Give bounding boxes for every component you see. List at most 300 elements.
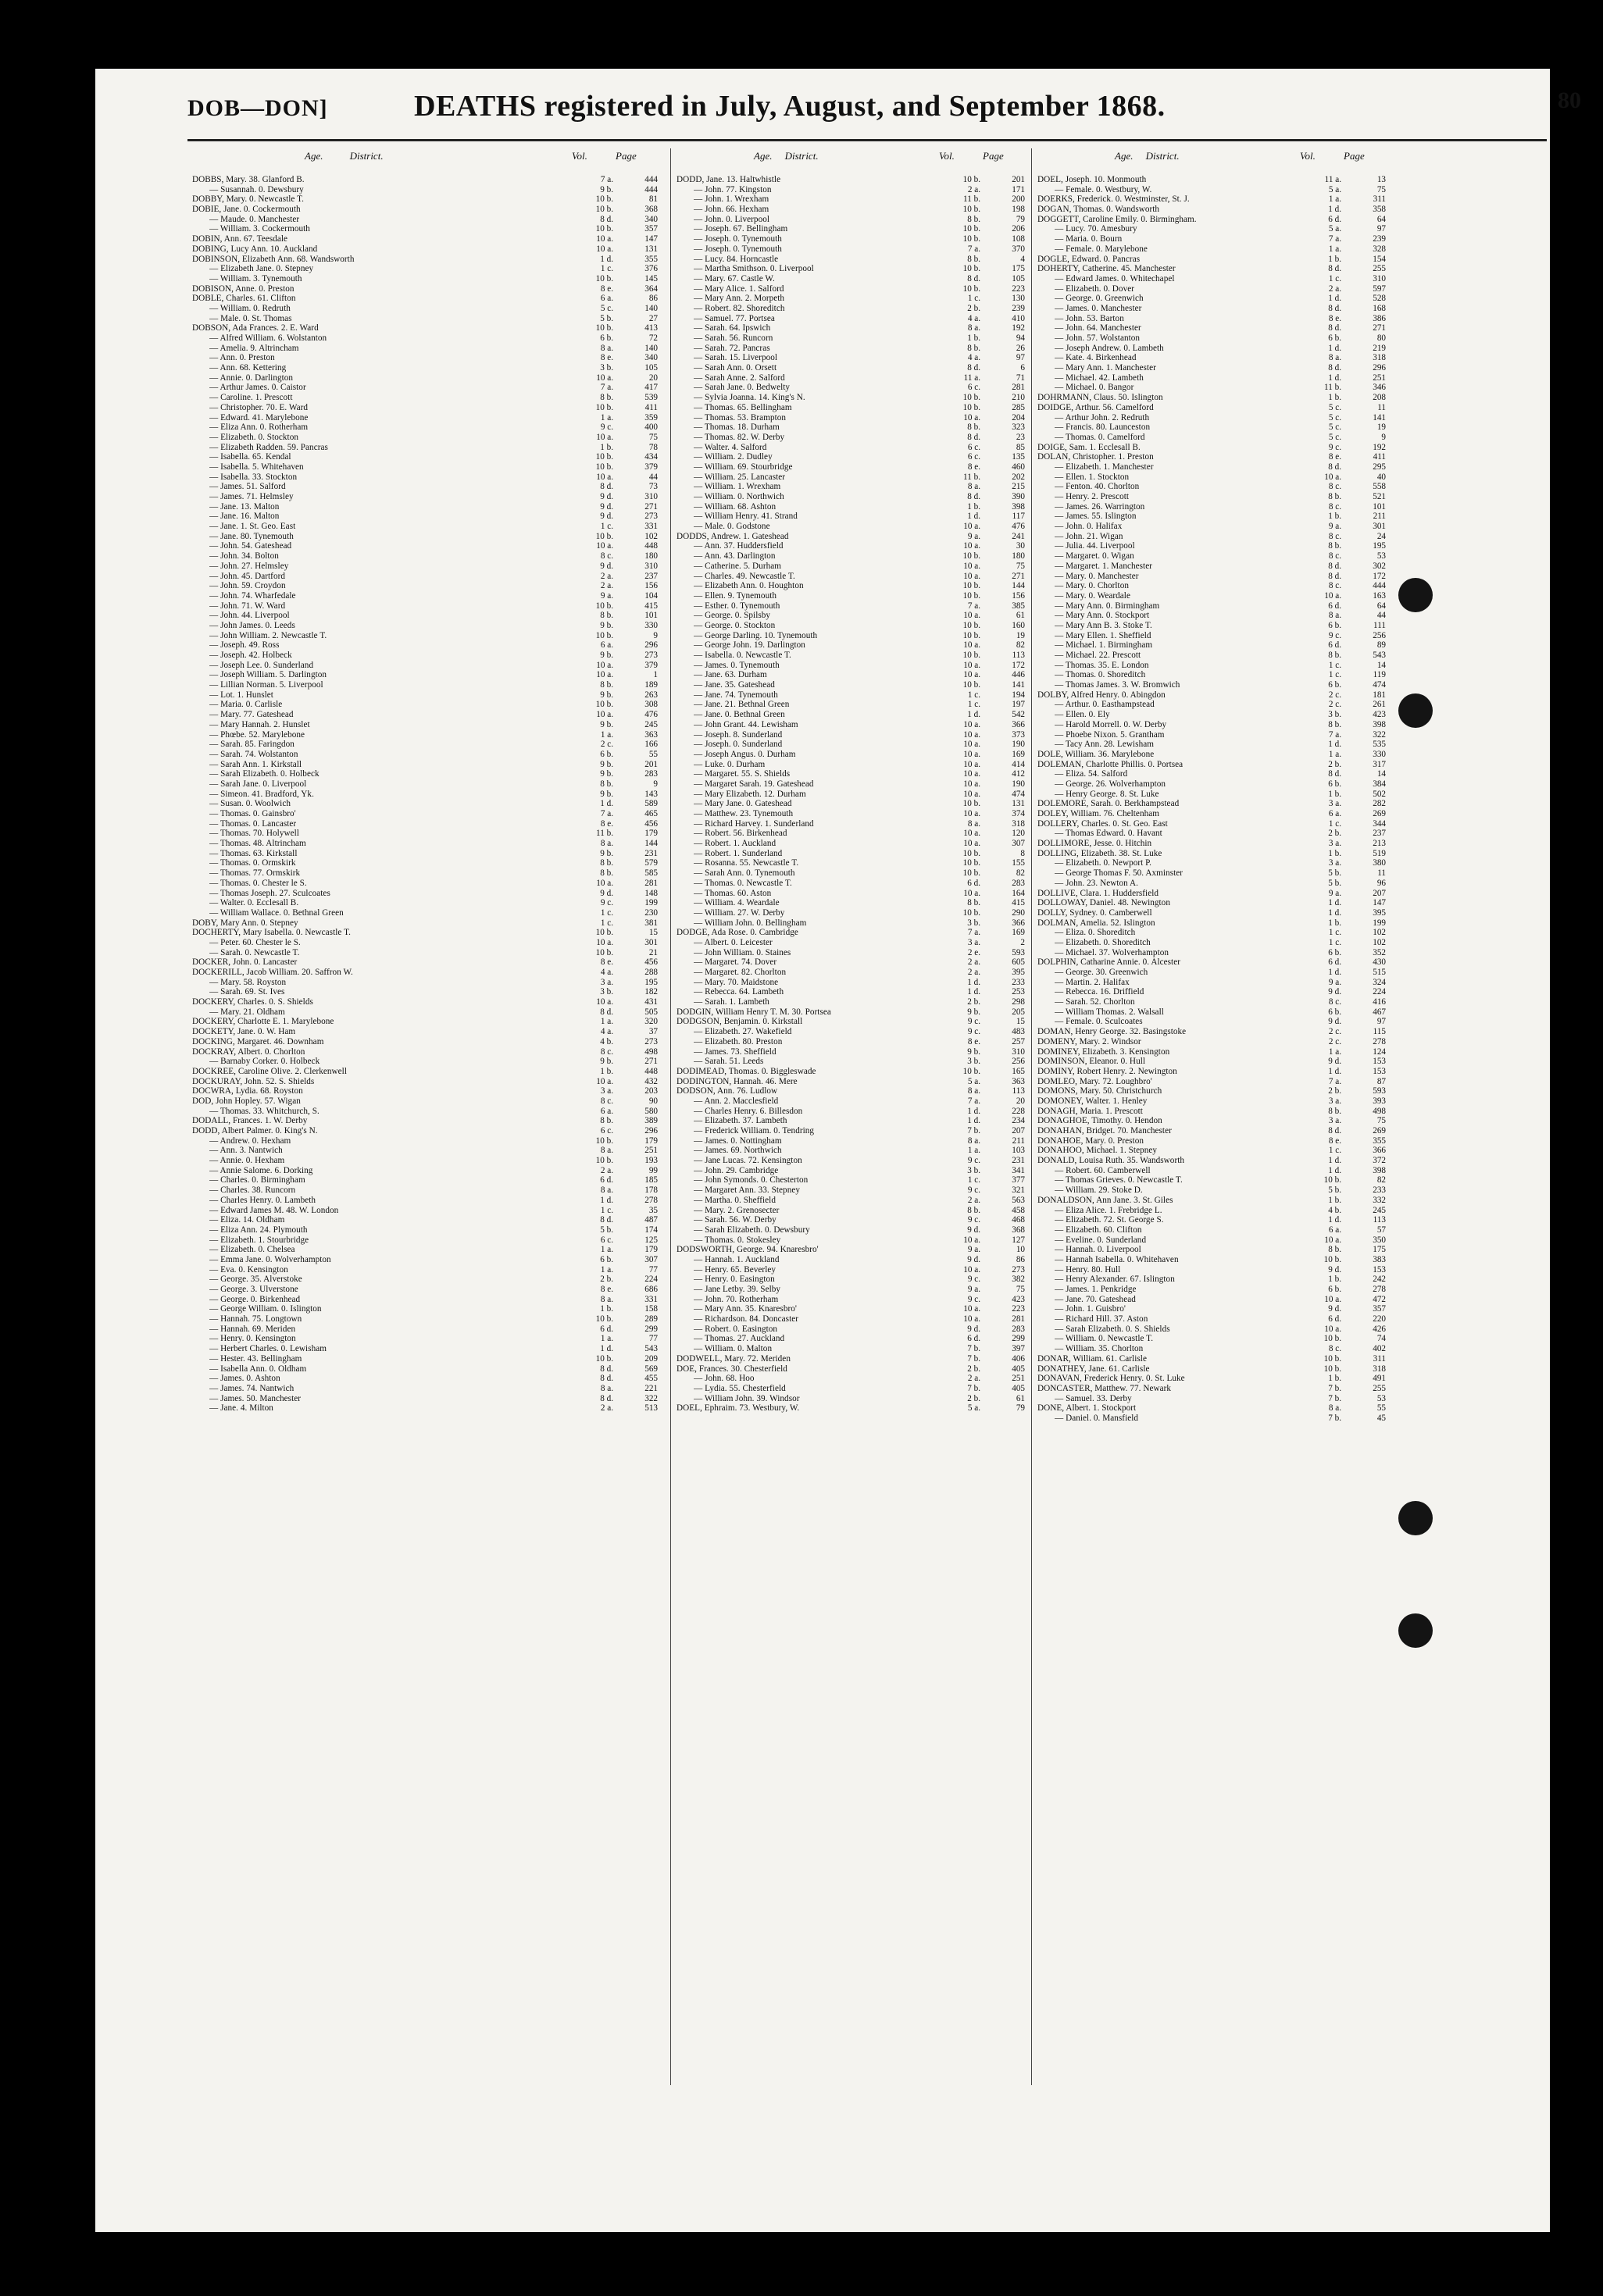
entry-page: 239 (1373, 234, 1386, 244)
entry-volume: 8 b. (1328, 492, 1341, 501)
entry-name: — Elizabeth. 0. Newport P. (1055, 858, 1152, 868)
register-entry (1037, 551, 1389, 562)
entry-page: 357 (1373, 1304, 1386, 1314)
register-entry (1037, 462, 1389, 472)
entry-page: 278 (644, 1195, 658, 1205)
entry-page: 117 (1012, 512, 1025, 522)
register-entry (677, 1136, 1028, 1146)
entry-volume: 10 b. (595, 630, 613, 640)
entry-volume: 3 b. (967, 918, 980, 928)
entry-volume: 1 a. (600, 1264, 613, 1275)
entry-page: 224 (644, 1275, 658, 1285)
entry-name: DODGSON, Benjamin. 0. Kirkstall (677, 1017, 803, 1027)
entry-page: 53 (1376, 551, 1386, 562)
entry-volume: 9 b. (600, 719, 613, 729)
entry-volume: 10 a. (963, 640, 980, 651)
entry-page: 6 (1020, 363, 1025, 373)
entry-name: — Thomas. 35. E. London (1055, 660, 1149, 670)
entry-page: 82 (1376, 1175, 1386, 1185)
entry-page: 273 (644, 651, 658, 660)
entry-volume: 10 a. (963, 660, 980, 670)
register-entry (677, 244, 1028, 255)
entry-volume: 8 c. (1328, 997, 1341, 1007)
entry-name: — Andrew. 0. Hexham (209, 1136, 291, 1146)
register-entry (677, 918, 1028, 929)
entry-name: — Hannah. 1. Auckland (694, 1254, 780, 1264)
entry-name: — Sarah Elizabeth. 0. S. Shields (1055, 1324, 1170, 1334)
entry-page: 171 (1012, 184, 1025, 194)
entry-volume: 9 c. (600, 898, 613, 908)
entry-volume: 1 d. (600, 1344, 613, 1354)
column-header-vol: Vol. (572, 150, 587, 162)
entry-page: 2 (1020, 937, 1025, 947)
register-entry (677, 631, 1028, 641)
entry-page: 318 (1373, 1364, 1386, 1374)
entry-name: — Simeon. 41. Bradford, Yk. (209, 789, 314, 799)
register-entry (192, 333, 661, 344)
register-entry (677, 215, 1028, 225)
entry-page: 64 (1376, 214, 1386, 224)
register-entry (677, 1077, 1028, 1087)
column-header-district: District. (784, 150, 819, 162)
register-entry (677, 1314, 1028, 1324)
entry-volume: 2 b. (967, 303, 980, 313)
entry-volume: 1 c. (1328, 670, 1341, 680)
column-header-district: District. (349, 150, 384, 162)
register-entry (192, 234, 661, 244)
entry-page: 301 (1373, 522, 1386, 532)
entry-page: 271 (644, 501, 658, 512)
register-entry (677, 1175, 1028, 1185)
entry-name: DOLEY, William. 76. Cheltenham (1037, 809, 1159, 818)
entry-volume: 6 c. (600, 1126, 613, 1136)
entry-page: 192 (1012, 323, 1025, 333)
entry-page: 158 (644, 1304, 658, 1314)
entry-page: 251 (1373, 373, 1386, 383)
entry-volume: 10 b. (962, 1066, 980, 1076)
register-entry (677, 769, 1028, 779)
register-entry (192, 175, 661, 185)
entry-page: 189 (644, 680, 658, 690)
entry-page: 202 (1012, 472, 1025, 482)
entry-name: — Mary. 0. Chorlton (1055, 581, 1129, 591)
entry-volume: 6 c. (967, 383, 980, 393)
register-entry (1037, 1086, 1389, 1096)
entry-page: 185 (644, 1175, 658, 1185)
entry-name: — Robert. 82. Shoreditch (694, 303, 785, 313)
entry-name: DOLLIVE, Clara. 1. Huddersfield (1037, 888, 1159, 898)
entry-name: DOIGE, Sam. 1. Ecclesall B. (1037, 442, 1141, 452)
entry-volume: 1 a. (600, 1017, 613, 1027)
register-entry (677, 393, 1028, 403)
register-entry (192, 373, 661, 383)
entry-name: — John James. 0. Leeds (209, 620, 295, 630)
entry-name: — Samuel. 33. Derby (1055, 1393, 1132, 1403)
entry-name: — Herbert Charles. 0. Lewisham (209, 1344, 327, 1354)
register-entry (1037, 1057, 1389, 1067)
entry-volume: 8 c. (1328, 551, 1341, 562)
entry-volume: 1 d. (967, 977, 980, 987)
entry-volume: 9 b. (600, 769, 613, 779)
entry-page: 135 (1012, 452, 1025, 462)
entry-page: 113 (1012, 651, 1025, 660)
entry-page: 460 (1012, 462, 1025, 472)
entry-name: — William. 1. Wrexham (694, 482, 781, 492)
register-entry (1037, 1295, 1389, 1305)
register-entry (677, 997, 1028, 1007)
entry-volume: 1 a. (1328, 194, 1341, 205)
entry-volume: 1 c. (1328, 1146, 1341, 1156)
entry-page: 299 (1012, 1334, 1025, 1344)
entry-volume: 6 d. (1328, 957, 1341, 968)
register-entry (677, 1374, 1028, 1384)
entry-volume: 8 b. (600, 680, 613, 690)
entry-name: — Joseph. 67. Bellingham (694, 224, 788, 234)
entry-volume: 9 a. (1328, 977, 1341, 987)
entry-page: 542 (1012, 710, 1025, 720)
register-entry (192, 1037, 661, 1047)
entry-name: — James. 69. Northwich (694, 1146, 782, 1156)
entry-page: 15 (1016, 1017, 1025, 1027)
entry-name: — Matthew. 23. Tynemouth (694, 809, 794, 818)
entry-page: 318 (1373, 353, 1386, 363)
entry-volume: 1 c. (600, 264, 613, 274)
entry-page: 77 (648, 1334, 658, 1344)
entry-name: — Thomas Edward. 0. Havant (1055, 829, 1162, 839)
entry-volume: 1 a. (1328, 749, 1341, 759)
entry-volume: 3 b. (967, 1165, 980, 1175)
register-entry (192, 1275, 661, 1285)
register-entry (1037, 1136, 1389, 1146)
entry-page: 102 (1373, 937, 1386, 947)
entry-volume: 9 d. (600, 888, 613, 898)
entry-name: — Thomas James. 3. W. Bromwich (1055, 680, 1180, 690)
column-header-vol: Vol. (1300, 150, 1316, 162)
register-entry (192, 1116, 661, 1126)
entry-volume: 10 b. (962, 175, 980, 184)
entry-page: 174 (644, 1225, 658, 1235)
entry-page: 580 (644, 1106, 658, 1116)
entry-page: 423 (1373, 710, 1386, 720)
entry-volume: 1 b. (1328, 1374, 1341, 1384)
entry-name: DODDS, Andrew. 1. Gateshead (677, 531, 789, 541)
entry-name: DOEL, Ephraim. 73. Westbury, W. (677, 1403, 800, 1414)
register-entry (192, 948, 661, 958)
register-entry (677, 1235, 1028, 1246)
entry-volume: 9 c. (967, 1185, 980, 1196)
entry-page: 221 (644, 1383, 658, 1393)
register-entry (192, 889, 661, 899)
entry-volume: 6 b. (1328, 1007, 1341, 1017)
register-entry (1037, 264, 1389, 274)
entry-volume: 8 d. (1328, 769, 1341, 779)
entry-page: 322 (644, 1393, 658, 1403)
entry-volume: 1 d. (1328, 907, 1341, 918)
entry-name: DOMINY, Robert Henry. 2. Newington (1037, 1066, 1177, 1076)
register-entry (1037, 1077, 1389, 1087)
register-entry (1037, 1196, 1389, 1206)
entry-name: — James. 50. Manchester (209, 1393, 302, 1403)
entry-name: — John. 64. Manchester (1055, 323, 1141, 333)
register-entry (677, 1225, 1028, 1235)
entry-volume: 1 d. (1328, 1215, 1341, 1225)
register-entry (677, 403, 1028, 413)
entry-name: — Daniel. 0. Mansfield (1055, 1413, 1139, 1423)
register-entry (677, 799, 1028, 809)
entry-volume: 7 b. (967, 1126, 980, 1136)
register-entry (1037, 1206, 1389, 1216)
register-entry (1037, 1394, 1389, 1404)
entry-volume: 8 a. (600, 1185, 613, 1196)
register-entry (1037, 1344, 1389, 1354)
entry-name: — John. 57. Wolstanton (1055, 333, 1141, 343)
entry-page: 352 (1373, 947, 1386, 957)
entry-page: 190 (1012, 740, 1025, 750)
entry-page: 237 (644, 571, 658, 581)
register-entry (192, 255, 661, 265)
entry-name: DOLEMAN, Charlotte Phillis. 0. Portsea (1037, 759, 1184, 769)
entry-page: 346 (1373, 383, 1386, 393)
surname-range: DOB—DON] (187, 95, 328, 121)
register-entry (192, 1295, 661, 1305)
register-entry (192, 344, 661, 354)
register-entry (192, 1403, 661, 1414)
register-entry (677, 1384, 1028, 1394)
register-entry (1037, 194, 1389, 205)
entry-volume: 10 a. (963, 1264, 980, 1275)
binding-hole (1398, 693, 1433, 728)
entry-page: 172 (1012, 660, 1025, 670)
entry-name: — Elizabeth. 0. Dover (1055, 283, 1135, 294)
register-entry (1037, 680, 1389, 690)
entry-name: — Albert. 0. Leicester (694, 937, 773, 947)
entry-page: 395 (1373, 907, 1386, 918)
entry-name: — Richardson. 84. Doncaster (694, 1314, 799, 1324)
register-entry (192, 1027, 661, 1037)
entry-page: 144 (644, 839, 658, 849)
register-entry (192, 472, 661, 483)
entry-volume: 7 a. (600, 809, 613, 818)
register-entry (192, 1206, 661, 1216)
register-entry (1037, 968, 1389, 978)
entry-name: DOCKERILL, Jacob William. 20. Saffron W. (192, 968, 353, 977)
entry-name: — Sarah. 64. Ipswich (694, 323, 771, 333)
register-entry (192, 1107, 661, 1117)
entry-page: 283 (1012, 1324, 1025, 1334)
entry-name: — Eliza Alice. 1. Frebridge L. (1055, 1205, 1162, 1215)
entry-volume: 10 b. (962, 551, 980, 562)
entry-volume: 10 b. (595, 1136, 613, 1146)
entry-page: 273 (644, 512, 658, 522)
register-entry (1037, 1414, 1389, 1424)
entry-page: 75 (1376, 1116, 1386, 1126)
entry-name: — Arthur John. 2. Redruth (1055, 412, 1150, 422)
entry-name: — Mary Ann. 0. Stockport (1055, 611, 1150, 621)
entry-page: 310 (644, 561, 658, 571)
entry-page: 75 (648, 432, 658, 442)
entry-name: — Robert. 60. Camberwell (1055, 1165, 1151, 1175)
entry-volume: 1 a. (1328, 244, 1341, 254)
register-entry (1037, 858, 1389, 868)
entry-volume: 8 e. (1328, 313, 1341, 323)
entry-volume: 9 d. (1328, 1304, 1341, 1314)
entry-page: 380 (1373, 858, 1386, 868)
entry-volume: 3 a. (1328, 1116, 1341, 1126)
entry-volume: 10 b. (962, 651, 980, 660)
entry-volume: 5 c. (1328, 412, 1341, 422)
entry-volume: 1 d. (967, 1106, 980, 1116)
entry-page: 310 (644, 492, 658, 501)
entry-page: 230 (644, 907, 658, 918)
register-entry (677, 1067, 1028, 1077)
entry-page: 163 (1373, 590, 1386, 601)
register-entry (677, 1295, 1028, 1305)
register-entry (192, 819, 661, 829)
register-entry (677, 1057, 1028, 1067)
entry-name: — Ellen. 1. Stockton (1055, 472, 1130, 482)
register-entry (677, 1156, 1028, 1166)
entry-name: — James. 71. Helmsley (209, 492, 294, 501)
entry-page: 376 (644, 264, 658, 274)
entry-page: 241 (1012, 531, 1025, 541)
entry-page: 209 (644, 1353, 658, 1364)
entry-page: 416 (1373, 997, 1386, 1007)
entry-page: 271 (1373, 323, 1386, 333)
register-entry (677, 601, 1028, 611)
entry-volume: 6 d. (967, 878, 980, 888)
register-entry (1037, 1185, 1389, 1196)
entry-page: 283 (1012, 878, 1025, 888)
entry-volume: 8 c. (1328, 531, 1341, 541)
register-entry (192, 572, 661, 582)
register-entry (1037, 215, 1389, 225)
entry-page: 115 (1373, 1027, 1386, 1037)
register-entry (677, 829, 1028, 839)
entry-name: DOCKURAY, John. 52. S. Shields (192, 1076, 315, 1086)
entry-page: 102 (1373, 928, 1386, 938)
column-header-district: District. (1145, 150, 1180, 162)
register-entry (677, 849, 1028, 859)
entry-volume: 2 c. (600, 740, 613, 750)
entry-page: 307 (644, 1254, 658, 1264)
entry-volume: 1 c. (1328, 273, 1341, 283)
entry-name: — John. 71. W. Ward (209, 601, 286, 611)
entry-volume: 1 d. (967, 710, 980, 720)
entry-name: — John. 34. Bolton (209, 551, 279, 562)
register-entry (677, 611, 1028, 621)
entry-page: 53 (1376, 1393, 1386, 1403)
entry-volume: 9 b. (600, 651, 613, 660)
entry-name: — Joseph. 42. Holbeck (209, 651, 292, 660)
entry-volume: 9 d. (600, 501, 613, 512)
entry-name: — Harold Morrell. 0. W. Derby (1055, 719, 1167, 729)
entry-name: — George William. 0. Islington (209, 1304, 322, 1314)
register-entry (677, 839, 1028, 849)
entry-volume: 9 d. (1328, 1017, 1341, 1027)
entry-volume: 9 c. (967, 1275, 980, 1285)
entry-name: — Isabella. 33. Stockton (209, 472, 298, 482)
entry-name: — William. 29. Stoke D. (1055, 1185, 1143, 1196)
register-entry (192, 858, 661, 868)
register-entry (1037, 1166, 1389, 1176)
entry-volume: 5 b. (600, 313, 613, 323)
entry-volume: 10 a. (596, 234, 613, 244)
register-entry (192, 1057, 661, 1067)
entry-volume: 10 a. (963, 719, 980, 729)
entry-volume: 3 a. (600, 1086, 613, 1096)
entry-page: 141 (1373, 412, 1386, 422)
entry-page: 417 (644, 383, 658, 393)
entry-page: 605 (1012, 957, 1025, 968)
entry-volume: 5 b. (1328, 878, 1341, 888)
entry-page: 156 (644, 581, 658, 591)
entry-volume: 7 b. (1328, 1413, 1341, 1423)
register-entry (677, 928, 1028, 938)
register-entry (1037, 700, 1389, 710)
register-entry (192, 264, 661, 274)
entry-page: 199 (1373, 918, 1386, 928)
entry-page: 406 (1012, 1353, 1025, 1364)
register-entry (192, 1215, 661, 1225)
entry-name: — James. 51. Salford (209, 482, 286, 492)
entry-page: 290 (1012, 907, 1025, 918)
entry-volume: 2 e. (967, 947, 980, 957)
entry-volume: 9 b. (600, 848, 613, 858)
entry-name: — Joseph Lee. 0. Sunderland (209, 660, 314, 670)
register-column (192, 148, 661, 1414)
entry-page: 412 (1012, 769, 1025, 779)
entry-page: 434 (644, 452, 658, 462)
register-entry (677, 383, 1028, 393)
entry-name: DOCKREE, Caroline Olive. 2. Clerkenwell (192, 1066, 348, 1076)
register-entry (192, 750, 661, 760)
entry-name: — Mary Alice. 1. Salford (694, 283, 784, 294)
entry-volume: 8 a. (967, 818, 980, 829)
register-entry (677, 1403, 1028, 1414)
entry-page: 543 (644, 1344, 658, 1354)
entry-page: 251 (644, 1146, 658, 1156)
entry-volume: 10 a. (963, 809, 980, 818)
entry-page: 27 (648, 313, 658, 323)
entry-page: 181 (1373, 690, 1386, 700)
entry-volume: 10 a. (596, 710, 613, 720)
entry-page: 476 (644, 710, 658, 720)
entry-page: 228 (1012, 1106, 1025, 1116)
entry-name: DOGGETT, Caroline Emily. 0. Birmingham. (1037, 214, 1197, 224)
entry-name: — Annie. 0. Hexham (209, 1156, 285, 1166)
entry-volume: 10 a. (596, 878, 613, 888)
register-entry (1037, 224, 1389, 234)
entry-volume: 1 d. (1328, 1165, 1341, 1175)
entry-name: — Thomas. 77. Ormskirk (209, 868, 301, 879)
entry-name: — Samuel. 77. Portsea (694, 313, 775, 323)
register-entry (677, 274, 1028, 284)
column-header-vol: Vol. (939, 150, 955, 162)
entry-page: 686 (644, 1285, 658, 1294)
register-entry (677, 819, 1028, 829)
register-entry (677, 1037, 1028, 1047)
entry-volume: 1 c. (1328, 937, 1341, 947)
entry-volume: 9 d. (967, 1324, 980, 1334)
entry-page: 296 (644, 1126, 658, 1136)
entry-volume: 7 a. (1328, 729, 1341, 740)
register-entry (1037, 690, 1389, 701)
entry-page: 119 (1373, 670, 1386, 680)
entry-page: 195 (1373, 541, 1386, 551)
entry-volume: 2 a. (967, 1374, 980, 1384)
register-entry (1037, 1027, 1389, 1037)
entry-name: — Rebecca. 16. Driffield (1055, 987, 1144, 997)
